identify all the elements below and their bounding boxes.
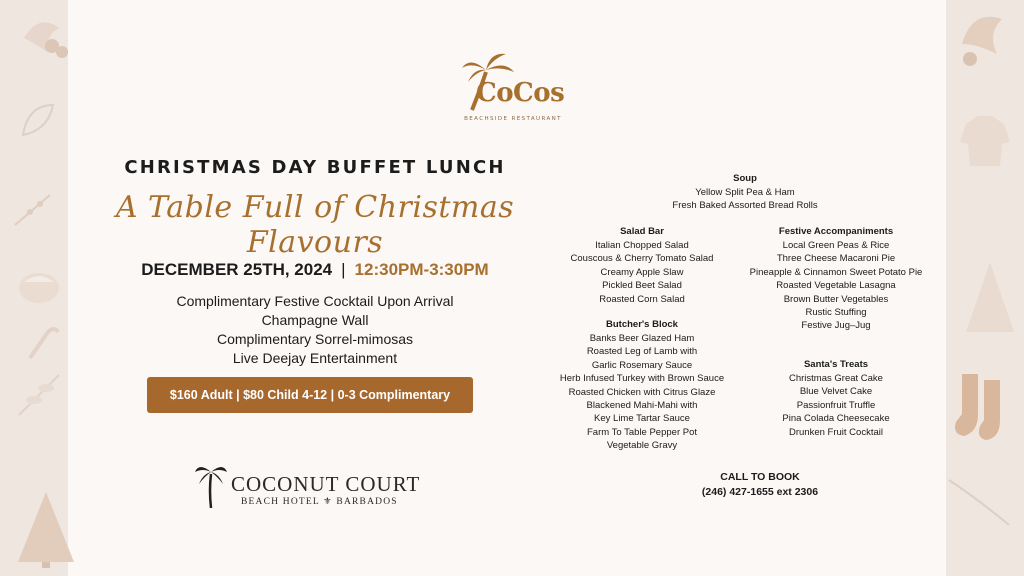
menu-item: Farm To Table Pepper Pot — [586, 426, 697, 438]
palm-tree-icon — [195, 460, 227, 510]
socks-icon — [950, 370, 1010, 444]
holly-icon — [14, 8, 74, 78]
brand-name: CoCos — [476, 78, 565, 108]
menu-item: Rustic Stuffing — [805, 307, 867, 319]
booking-phone[interactable]: (246) 427-1655 ext 2306 — [701, 486, 819, 498]
booking-label: CALL TO BOOK — [720, 471, 800, 483]
event-tagline: A Table Full of Christmas Flavours — [115, 190, 515, 260]
brand-subtitle: BEACHSIDE RESTAURANT — [464, 116, 562, 122]
candy-cane-icon — [22, 322, 62, 362]
tree-icon-right — [962, 258, 1018, 338]
section-heading: Festive Accompaniments — [778, 226, 894, 237]
section-heading: Butcher's Block — [606, 319, 678, 330]
menu-item: Pina Colada Cheesecake — [782, 413, 890, 425]
menu-item: Christmas Great Cake — [789, 373, 883, 384]
booking-info — [660, 470, 860, 500]
menu-section-butcher — [540, 318, 744, 453]
menu-item: Yellow Split Pea & Ham — [695, 187, 795, 198]
feature-item: Champagne Wall — [261, 312, 369, 328]
section-heading: Salad Bar — [620, 226, 664, 237]
menu-section-festive — [730, 225, 942, 333]
menu-item: Local Green Peas & Rice — [782, 240, 890, 251]
hotel-subtitle: BEACH HOTEL ⚜ BARBADOS — [241, 497, 398, 507]
event-title: CHRISTMAS DAY BUFFET LUNCH — [124, 157, 506, 178]
menu-item: Festive Jug–Jug — [801, 320, 871, 332]
tree-icon — [14, 490, 78, 570]
menu-item: Pineapple & Cinnamon Sweet Potato Pie — [749, 266, 923, 278]
menu-item: Drunken Fruit Cocktail — [789, 426, 883, 438]
event-date: DECEMBER 25TH, 2024 — [141, 260, 333, 279]
coconut-court-logo — [195, 460, 435, 510]
menu-item: Blue Velvet Cake — [799, 386, 873, 398]
menu-section-salad-bar — [552, 225, 732, 306]
menu-item: Three Cheese Macaroni Pie — [776, 253, 896, 265]
event-time: 12:30PM-3:30PM — [354, 260, 489, 279]
menu-section-soup — [650, 172, 840, 213]
menu-item: Roasted Leg of Lamb with — [586, 346, 698, 358]
holly-icon-right — [952, 4, 1016, 74]
menu-item: Brown Butter Vegetables — [783, 293, 889, 305]
feature-item: Live Deejay Entertainment — [232, 350, 398, 366]
menu-item: Roasted Chicken with Citrus Glaze — [568, 386, 716, 398]
menu-item: Vegetable Gravy — [606, 440, 678, 452]
menu-item: Roasted Corn Salad — [599, 293, 685, 305]
pricing-badge: $160 Adult | $80 Child 4-12 | 0-3 Complimentary — [147, 377, 473, 413]
cocos-logo — [458, 50, 568, 130]
leaf-branch-icon — [14, 370, 64, 420]
menu-item: Pickled Beet Salad — [602, 280, 682, 292]
menu-item: Garlic Rosemary Sauce — [591, 359, 693, 371]
sweater-icon — [958, 112, 1012, 170]
date-time-row — [100, 260, 530, 280]
menu-section-treats — [756, 358, 916, 439]
menu-item: Passionfruit Truffle — [796, 399, 876, 411]
menu-item: Couscous & Cherry Tomato Salad — [570, 253, 714, 265]
menu-item: Key Lime Tartar Sauce — [594, 413, 690, 425]
menu-item: Herb Infused Turkey with Brown Sauce — [559, 373, 725, 385]
hotel-name: COCONUT COURT — [231, 472, 421, 496]
menu-item: Italian Chopped Salad — [595, 240, 689, 251]
menu-item: Roasted Vegetable Lasagna — [776, 280, 896, 292]
berry-branch-icon — [10, 190, 60, 230]
menu-item: Fresh Baked Assorted Bread Rolls — [672, 200, 818, 212]
pudding-icon — [16, 262, 62, 306]
feature-item: Complimentary Festive Cocktail Upon Arrival — [176, 293, 454, 309]
date-separator: | — [341, 260, 346, 279]
menu-item: Creamy Apple Slaw — [600, 266, 684, 278]
leaf-icon — [18, 100, 58, 140]
section-heading: Soup — [733, 173, 757, 184]
feature-item: Complimentary Sorrel-mimosas — [216, 331, 414, 347]
features-list — [100, 292, 530, 368]
pine-branch-icon — [944, 470, 1014, 530]
menu-item: Blackened Mahi-Mahi with — [586, 400, 698, 412]
menu-item: Banks Beer Glazed Ham — [589, 333, 695, 344]
section-heading: Santa's Treats — [803, 359, 869, 370]
